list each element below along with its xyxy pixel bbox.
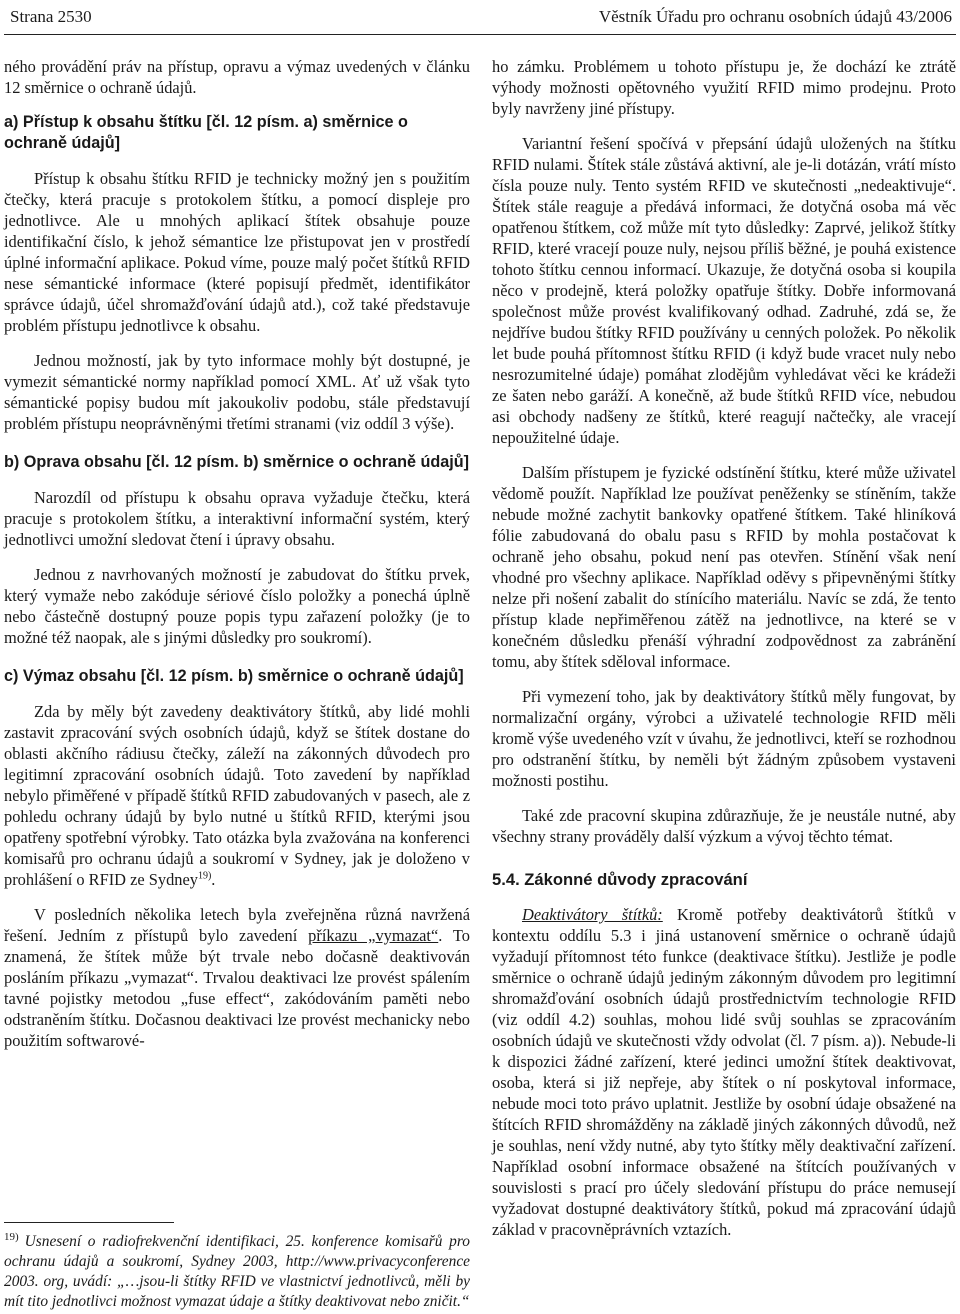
underlined-term: příkazu „vymazat“ bbox=[308, 926, 439, 945]
paragraph: Jednou možností, jak by tyto informace mohly být dostupné, je vymezit sémantické normy například pomocí XML. Ať už však tyto sémantické popisy budou mít jakoukoliv podobu, stále představují problém přístupu neoprávněnými třetími stranami (viz oddíl 3 výše). bbox=[4, 351, 470, 433]
underlined-term: Deaktivátory štítků: bbox=[522, 905, 663, 924]
page-number: Strana 2530 bbox=[10, 7, 92, 26]
left-column bbox=[4, 56, 470, 1065]
header-rule bbox=[4, 34, 956, 35]
footnote-text: Usnesení o radiofrekvenční identifikaci, 25. konference komisařů pro ochranu údajů a soukromí, Sydney 2003, http://www.privacyconference 2003. org, uvádí: „…jsou-li štítky RFID ve vlastnictví jednotlivců, měli by mít tito jednotlivci možnost vymazat údaje a štítky deaktivovat nebo zničit.“ bbox=[4, 1233, 470, 1310]
right-column bbox=[492, 56, 956, 1254]
paragraph: Deaktivátory štítků: Kromě potřeby deaktivátorů štítků v kontextu oddílu 5.3 i jiná ustanovení směrnice o ochraně údajů vyžadují přítomnost této funkce (deaktivace štítku). Jestliže je podle směrnice o ochraně údajů jediným zákonným důvodem pro legitimní shromažďování osobních údajů prostřednictvím technologie RFID (viz oddíl 4.2) souhlas, mohou lidé svůj souhlas se zpracováním osobních údajů ve skutečnosti vždy odvolat (čl. 7 písm. a)). Nebude-li k dispozici žádné zařízení, které jedinci umožní štítek deaktivovat, osoba, která si již nepřeje, aby štítek o ní poskytoval informace, nebude moci toto právo uplatnit. Jestliže by osobní údaje obsažené na štítcích RFID shromážděny na základě jiných zákonných důvodů, než je souhlas, není vždy nutné, aby tyto štítky měly deaktivační zařízení. Například osobní informace obsažené na štítcích používaných v souvislosti s prací pro účely sledování přístupu do práce nemusejí vyžadovat dostupné deaktivátory štítků, pokud má zpracování údajů základ v pracovněprávních vztazích. bbox=[492, 905, 956, 1239]
section-heading-b: b) Oprava obsahu [čl. 12 písm. b) směrnice o ochraně údajů] bbox=[4, 453, 470, 471]
journal-title: Věstník Úřadu pro ochranu osobních údajů 43/2006 bbox=[598, 7, 952, 26]
paragraph: ného provádění práv na přístup, opravu a výmaz uvedených v článku 12 směrnice o ochraně údajů. bbox=[4, 57, 470, 97]
paragraph: Přístup k obsahu štítku RFID je technicky možný jen s použitím čtečky, která pracuje s protokolem štítku, a pomocí displeje pro jednotlivce. Ale u mnohých aplikací štítek obsahuje pouze identifikační číslo, k jehož sémantice lze přistupovat jen v prostředí úplné informační aplikace. Pokud víme, pouze malý počet štítků RFID nese sémantické informace (které popisují předmět, identifikátor správce údajů, účel shromažďování údajů atd.), což také představuje problém přístupu jednotlivce k obsahu. bbox=[4, 169, 470, 335]
paragraph: Dalším přístupem je fyzické odstínění štítku, které může uživatel vědomě použít. Například lze používat peněženky se stíněním, takže nebude možné zachytit bankovky opatřené štítkem. Také hliníková fólie zabudovaná do obalu pasu s RFID by mohla postačovat k ochraně jeho obsahu, pokud není pas otevřen. Stínění však není vhodné pro všechny aplikace. Například oděvy s připevněnými štítky nelze při nošení zabalit do stínícího materiálu. Navíc se zdá, že tento přístup klade nepřiměřenou zátěž na jednotlivce, na které se v konečném důsledku přenáší výhradní zodpovědnost za zabránění tomu, aby štítek sděloval informace. bbox=[492, 463, 956, 671]
section-heading-a: a) Přístup k obsahu štítku [čl. 12 písm. a) směrnice o ochraně údajů] bbox=[4, 113, 408, 152]
footnote-rule bbox=[4, 1222, 174, 1223]
footnote-ref: 19) bbox=[197, 870, 212, 882]
paragraph: Zda by měly být zavedeny deaktivátory štítků, aby lidé mohli zastavit zpracování svých osobních údajů, když se štítek dostane do oblasti akčního rádiusu čtečky, záleží na zákonných důvodech pro legitimní zpracování osobních údajů. Toto zavedení by například nebylo přiměřené v případě štítků RFID zabudovaných v pasech, ale z pohledu ochrany údajů by bylo nutné u štítků RFID, kterými jsou opatřeny spotřební výrobky. Tato otázka byla zvažována na konferenci komisařů pro ochranu údajů a soukromí v Sydney, jak je doloženo v prohlášení o RFID ze Sydney$^{19)}$. bbox=[4, 702, 470, 889]
paragraph: ho zámku. Problémem u tohoto přístupu je, že dochází ke ztrátě výhody možnosti opětovného využití RFID mimo prodejnu. Proto byly navrženy jiné přístupy. bbox=[492, 57, 956, 118]
section-heading-5-4: 5.4. Zákonné důvody zpracování bbox=[492, 870, 748, 889]
paragraph: Také zde pracovní skupina zdůrazňuje, že je neustále nutné, aby všechny strany prováděly další výzkum a vývoj těchto témat. bbox=[492, 806, 956, 846]
paragraph: Při vymezení toho, jak by deaktivátory štítků měly fungovat, by normalizační orgány, výrobci a uživatelé technologie RFID měli kromě výše uvedeného vzít v úvahu, že jednotlivci, kteří se rozhodnou pro odstranění štítku, by neměli být žádným způsobem vystaveni možnosti postihu. bbox=[492, 687, 956, 790]
paragraph: V posledních několika letech byla zveřejněna různá navržená řešení. Jedním z přístupů bylo zavedení příkazu „vymazat“. To znamená, že štítek může být trvale nebo dočasně deaktivován posláním příkazu „vymazat“. Trvalou deaktivaci lze provést spálením tavné pojistky metodou „fuse effect“, zakódováním paměti nebo odstraněním štítku. Dočasnou deaktivaci lze provést mechanicky nebo použitím softwarové- bbox=[4, 905, 470, 1050]
footnote-number: 19) bbox=[4, 1230, 19, 1243]
section-heading-c: c) Výmaz obsahu [čl. 12 písm. b) směrnice o ochraně údajů] bbox=[4, 667, 464, 685]
paragraph: Variantní řešení spočívá v přepsání údajů uložených na štítku RFID nulami. Štítek stále zůstává aktivní, ale je-li dotázán, vrátí místo čísla pouze nuly. Tento systém RFID ve skutečnosti „nedeaktivuje“. Štítek stále reaguje a předává informaci, že dotyčná osoba má věc opatřenou štítkem, což může mít tyto důsledky: Zaprvé, jelikož štítky RFID, které vracejí pouze nuly, nejsou příliš běžné, je pouhá existence tohoto štítku cennou informací. Ukazuje, že dotyčná osoba si koupila něco v prodejně, která položky opatřuje štítky. Dobře informovaná společnost může provést kvalifikovaný odhad. Zadruhé, zdá se, že nejdříve budou štítky RFID používány u cenných položek. Po několik let bude pouhá přítomnost štítku RFID (i když bude vracet nuly nebo nesrozumitelné údaje) pomáhat zlodějům vyhledávat věci ke krádeži ze šaten nebo garáží. A konečně, až bude štítků RFID více, nebudou asi obchody nadšeny ze štítků, které reagují načtečky, ale vracejí nepoužitelné údaje. bbox=[492, 134, 956, 447]
paragraph: Jednou z navrhovaných možností je zabudovat do štítku prvek, který vymaže nebo zakóduje sériové číslo položky a ponechá úplně nebo částečně dostupný pouze popis typu zařazení položky (je to možné též naopak, ale s jinými důsledky pro soukromí). bbox=[4, 565, 470, 647]
footnote bbox=[4, 1232, 470, 1312]
page-header bbox=[10, 4, 952, 30]
paragraph: Narozdíl od přístupu k obsahu oprava vyžaduje čtečku, která pracuje s protokolem štítku, a interaktivní informační systém, který jednotlivci umožní sledovat čtení i úpravy obsahu. bbox=[4, 488, 470, 549]
